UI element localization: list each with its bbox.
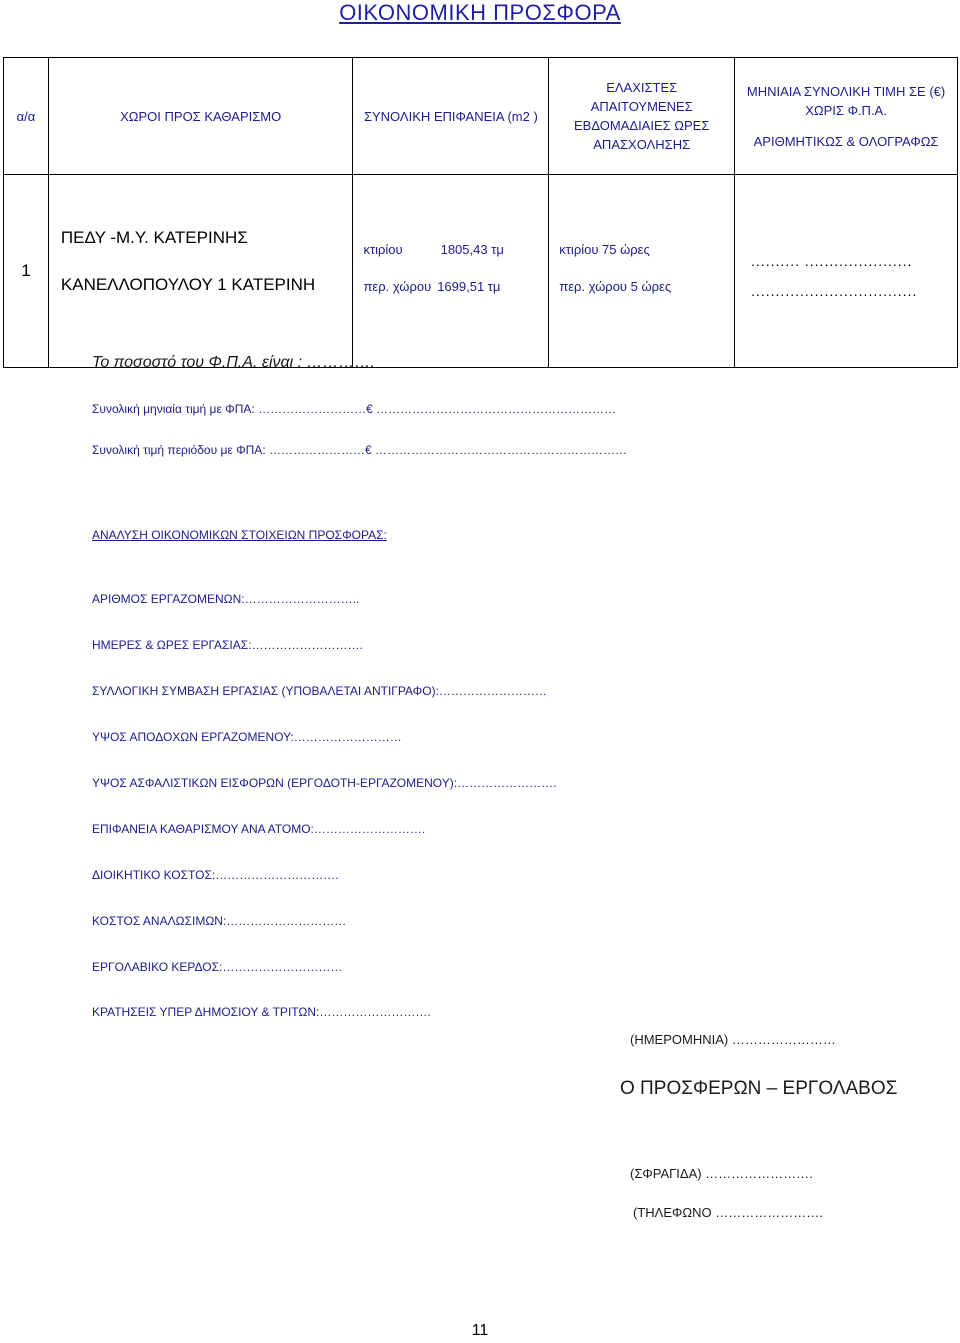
page-number: 11 <box>471 1322 489 1339</box>
monthly-total-line: Συνολική μηνιαία τιμή με ΦΠΑ: ………………………€ …………………………………………………… <box>92 402 617 416</box>
header-price-line: ΑΡΙΘΜΗΤΙΚΩΣ & ΟΛΟΓΡΑΦΩΣ <box>753 133 939 149</box>
header-hours-line: ΕΛΑΧΙΣΤΕΣ <box>606 80 678 95</box>
area-label: περ. χώρου <box>363 279 432 294</box>
area-value: 1805,43 τμ <box>440 242 504 257</box>
area-building <box>363 242 548 257</box>
area-surrounding <box>363 279 548 294</box>
area-label: κτιρίου <box>363 242 403 257</box>
signature-stamp: (ΣΦΡΑΓΙΔΑ) ……………………. <box>630 1166 813 1181</box>
header-num: α/α <box>4 58 49 175</box>
analysis-field: ΣΥΛΛΟΓΙΚΗ ΣΥΜΒΑΣΗ ΕΡΓΑΣΙΑΣ (ΥΠΟΒΑΛΕΤΑΙ ΑΝΤΙΓΡΑΦΟ):……………………… <box>92 684 547 698</box>
vat-rate-line: Το ποσοστό του Φ.Π.Α. είναι : …………. <box>92 354 375 371</box>
header-hours <box>549 58 735 175</box>
header-hours-line: ΕΒΔΟΜΑΔΙΑΙΕΣ ΩΡΕΣ <box>574 118 710 133</box>
table-row <box>4 175 958 368</box>
hours-building: κτιρίου 75 ώρες <box>559 242 650 257</box>
place-line: ΠΕΔΥ -Μ.Υ. ΚΑΤΕΡΙΝΗΣ <box>60 228 248 247</box>
area-value: 1699,51 τμ <box>437 279 501 294</box>
header-price-line: ΧΩΡΙΣ Φ.Π.Α. <box>805 102 887 118</box>
header-hours-line: ΑΠΑΙΤΟΥΜΕΝΕΣ <box>590 99 693 114</box>
signature-date: (ΗΜΕΡΟΜΗΝΙΑ) …………………… <box>630 1032 836 1047</box>
analysis-field: ΗΜΕΡΕΣ & ΩΡΕΣ ΕΡΓΑΣΙΑΣ:………………………. <box>92 638 363 652</box>
row-num: 1 <box>4 175 49 368</box>
price-numeric-blank[interactable]: .......... ...................... <box>751 253 913 269</box>
analysis-field: ΕΠΙΦΑΝΕΙΑ ΚΑΘΑΡΙΣΜΟΥ ΑΝΑ ΑΤΟΜΟ:………………………. <box>92 822 426 836</box>
row-hours <box>549 175 735 368</box>
header-price <box>735 58 958 175</box>
place-line: ΚΑΝΕΛΛΟΠΟΥΛΟΥ 1 ΚΑΤΕΡΙΝΗ <box>60 275 316 294</box>
row-place <box>48 175 353 368</box>
analysis-heading: ΑΝΑΛΥΣΗ ΟΙΚΟΝΟΜΙΚΩΝ ΣΤΟΙΧΕΙΩΝ ΠΡΟΣΦΟΡΑΣ: <box>92 528 387 542</box>
analysis-field: ΕΡΓΟΛΑΒΙΚΟ ΚΕΡΔΟΣ:………………………… <box>92 960 343 974</box>
document-title: ΟΙΚΟΝΟΜΙΚΗ ΠΡΟΣΦΟΡΑ <box>339 0 621 25</box>
table-header-row <box>4 58 958 175</box>
period-total-line: Συνολική τιμή περιόδου με ΦΠΑ: ……………………€ ……………………………………………………… <box>92 443 627 457</box>
analysis-field: ΚΡΑΤΗΣΕΙΣ ΥΠΕΡ ΔΗΜΟΣΙΟΥ & ΤΡΙΤΩΝ:………………………. <box>92 1005 431 1019</box>
analysis-field: ΚΟΣΤΟΣ ΑΝΑΛΩΣΙΜΩΝ:………………………… <box>92 914 347 928</box>
hours-surrounding: περ. χώρου 5 ώρες <box>559 279 672 294</box>
analysis-field: ΥΨΟΣ ΑΣΦΑΛΙΣΤΙΚΩΝ ΕΙΣΦΟΡΩΝ (ΕΡΓΟΔΟΤΗ-ΕΡΓΑΖΟΜΕΝΟΥ):……………………. <box>92 776 557 790</box>
offer-table <box>3 57 958 368</box>
analysis-field: ΥΨΟΣ ΑΠΟΔΟΧΩΝ ΕΡΓΑΖΟΜΕΝΟΥ:……………………… <box>92 730 402 744</box>
price-words-blank[interactable]: .................................. <box>751 283 918 299</box>
signature-contractor: Ο ΠΡΟΣΦΕΡΩΝ – ΕΡΓΟΛΑΒΟΣ <box>620 1078 898 1099</box>
header-places: ΧΩΡΟΙ ΠΡΟΣ ΚΑΘΑΡΙΣΜΟ <box>48 58 353 175</box>
row-price[interactable] <box>735 175 958 368</box>
header-area: ΣΥΝΟΛΙΚΗ ΕΠΙΦΑΝΕΙΑ (m2 ) <box>353 58 549 175</box>
analysis-field: ΑΡΙΘΜΟΣ ΕΡΓΑΖΟΜΕΝΩΝ:……………………….. <box>92 592 360 606</box>
header-price-line: ΜΗΝΙΑΙΑ ΣΥΝΟΛΙΚΗ ΤΙΜΗ ΣΕ (€) <box>746 83 946 99</box>
analysis-field: ΔΙΟΙΚΗΤΙΚΟ ΚΟΣΤΟΣ:…………………………. <box>92 868 339 882</box>
signature-phone: (ΤΗΛΕΦΩΝΟ ……………………. <box>633 1205 823 1220</box>
row-area <box>353 175 549 368</box>
header-hours-line: ΑΠΑΣΧΟΛΗΣΗΣ <box>593 137 691 152</box>
